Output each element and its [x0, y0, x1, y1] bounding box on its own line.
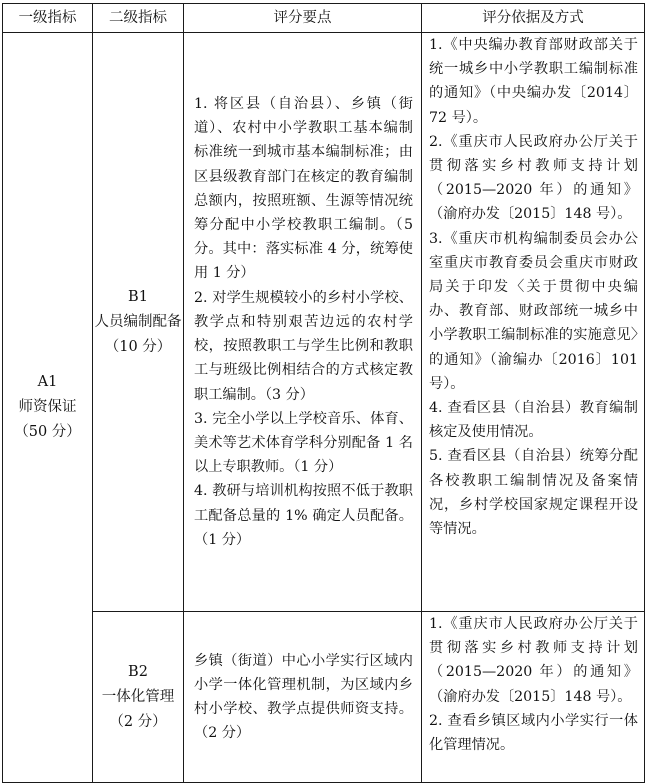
secondary-indicator-code: B2: [128, 663, 148, 680]
scoring-point: 1. 将区县（自治县）、乡镇（街道）、农村中小学教职工基本编制标准统一到城市基本编制标准；由区县级教育部门在核定的教育编制总额内，按照班额、生源等情况统筹分配中小学校教职工编制。（5 分。其中：落实标准 4 分，统筹使用 1 分）: [194, 96, 413, 282]
scoring-point: 乡镇（街道）中心小学实行区域内小学一体化管理机制，为区域内乡村小学校、教学点提供师资支持。（2 分）: [194, 652, 413, 742]
scoring-points-cell-b2: [184, 612, 422, 783]
secondary-indicator-name: 人员编制配备: [94, 313, 182, 330]
primary-indicator-code: A1: [37, 374, 58, 390]
scoring-points-cell-b1: [184, 33, 422, 612]
secondary-indicator-score: （2 分）: [109, 713, 167, 730]
secondary-indicator-cell-b2: [93, 612, 184, 783]
secondary-indicator-cell-b1: [93, 33, 184, 612]
header-secondary-indicator: 二级指标: [93, 4, 184, 33]
scoring-basis-item: 3.《重庆市机构编制委员会办公室重庆市教育委员会重庆市财政局关于印发〈关于贯彻中央编办、教育部、财政部统一城乡中小学教职工编制标准的实施意见〉的通知》（渝编办〔2016〕101 号）。: [429, 230, 638, 392]
evaluation-table: [2, 3, 645, 783]
header-primary-indicator: 一级指标: [3, 4, 93, 33]
primary-indicator-score: （50 分）: [14, 424, 81, 440]
table-row-b2: [3, 612, 645, 783]
scoring-basis-cell-b2: [422, 612, 645, 783]
scoring-basis-item: 2. 查看乡镇区域内小学实行一体化管理情况。: [429, 712, 638, 754]
scoring-basis-item: 1.《中央编办教育部财政部关于统一城乡中小学教职工编制标准的通知》（中央编办发〔2014〕72 号）。: [429, 37, 638, 126]
secondary-indicator-name: 一体化管理: [101, 688, 175, 705]
scoring-basis-item: 4. 查看区县（自治县）教育编制核定及使用情况。: [429, 400, 638, 441]
primary-indicator-name: 师资保证: [18, 399, 77, 415]
secondary-indicator-code: B1: [128, 288, 148, 305]
table-row-b1: [3, 33, 645, 612]
header-scoring-points: 评分要点: [184, 4, 422, 33]
primary-indicator-cell: [3, 33, 93, 783]
scoring-basis-item: 5. 查看区县（自治县）统筹分配各校教职工编制情况及备案情况，乡村学校国家规定课程开设等情况。: [429, 448, 638, 538]
scoring-basis-cell-b1: [422, 33, 645, 612]
scoring-point: 4. 教研与培训机构按照不低于教职工配备总量的 1% 确定人员配备。（1 分）: [194, 483, 413, 548]
secondary-indicator-score: （10 分）: [104, 338, 172, 355]
header-scoring-basis: 评分依据及方式: [422, 4, 645, 33]
scoring-point: 2. 对学生规模较小的乡村小学校、教学点和特别艰苦边远的农村学校，按照教职工与学生比例和教职工与班级比例相结合的方式核定教职工编制。（3 分）: [194, 289, 413, 403]
scoring-basis-item: 1.《重庆市人民政府办公厅关于贯彻落实乡村教师支持计划（2015—2020 年）的通知》（渝府办发〔2015〕148 号）。: [429, 616, 638, 705]
scoring-basis-item: 2.《重庆市人民政府办公厅关于贯彻落实乡村教师支持计划（2015—2020 年）的通知》（渝府办发〔2015〕148 号）。: [429, 133, 638, 223]
scoring-point: 3. 完全小学以上学校音乐、体育、美术等艺术体育学科分别配备 1 名以上专职教师。（1 分）: [194, 410, 413, 476]
header-row: [3, 4, 645, 33]
